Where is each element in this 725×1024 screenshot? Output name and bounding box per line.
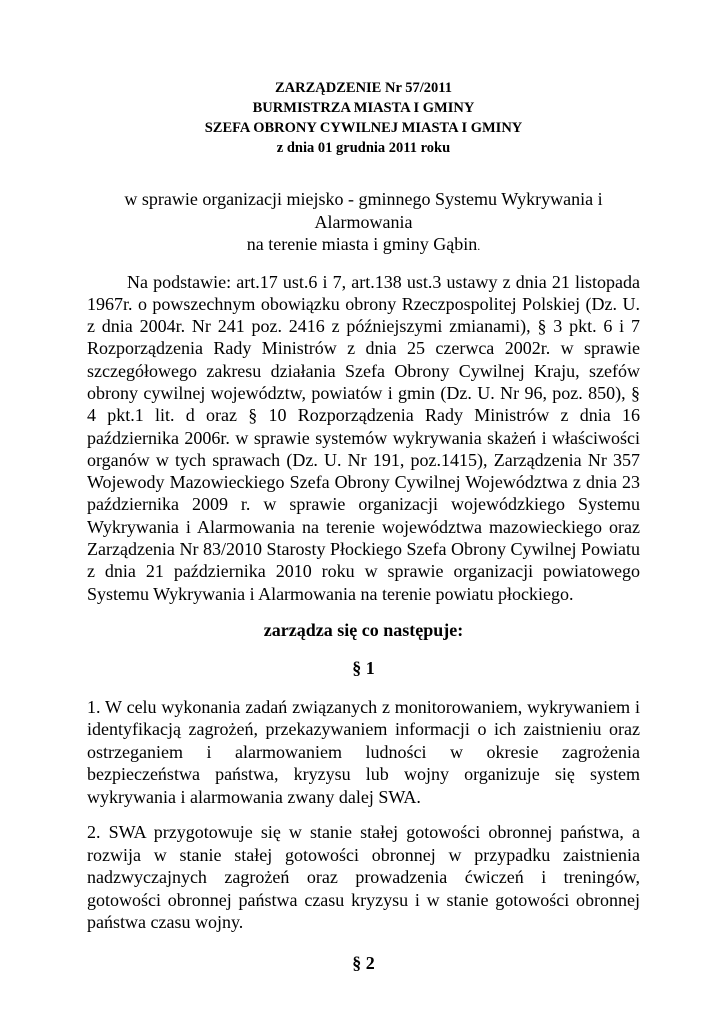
section-1-paragraph-2: 2. SWA przygotowuje się w stanie stałej gotowości obronnej państwa, a rozwija w stanie stałej gotowości obronnej w przypadku zaistnienia nadzwyczajnych zagrożeń oraz prowadzenia ćwiczeń i treningów, gotowości obronnej państwa czasu kryzysu i w stanie gotowości obronnej państwa czasu wojny. [87,822,640,933]
legal-basis-paragraph: Na podstawie: art.17 ust.6 i 7, art.138 ust.3 ustawy z dnia 21 listopada 1967r. o powszechnym obowiązku obrony Rzeczpospolitej Polskiej (Dz. U. z dnia 2004r. Nr 241 poz. 2416 z późniejszymi zmianami), § 3 pkt. 6 i 7 Rozporządzenia Rady Ministrów z dnia 25 czerwca 2002r. w sprawie szczegółowego zakresu działania Szefa Obrony Cywilnej Kraju, szefów obrony cywilnej województw, powiatów i gmin (Dz. U. Nr 96, poz. 850), § 4 pkt.1 lit. d oraz § 10 Rozporządzenia Rady Ministrów z dnia 16 października 2006r. w sprawie systemów wykrywania skażeń i właściwości organów w tych sprawach (Dz. U. Nr 191, poz.1415), Zarządzenia Nr 357 Wojewody Mazowieckiego Szefa Obrony Cywilnej Województwa z dnia 23 października 2009 r. w sprawie organizacji wojewódzkiego Systemu Wykrywania i Alarmowania na terenie województwa mazowieckiego oraz Zarządzenia Nr 83/2010 Starosty Płockiego Szefa Obrony Cywilnej Powiatu z dnia 21 października 2010 roku w sprawie organizacji powiatowego Systemu Wykrywania i Alarmowania na terenie powiatu płockiego. [87,271,640,604]
section-2-title: § 2 [352,952,375,973]
orders-heading: zarządza się co następuje: [263,619,464,640]
section-1-title: § 1 [352,657,375,678]
issuer-role: SZEFA OBRONY CYWILNEJ MIASTA I GMINY [204,120,523,136]
order-date: z dnia 01 grudnia 2011 roku [276,140,451,156]
document-header [87,78,640,158]
issuer-title: BURMISTRZA MIASTA I GMINY [252,100,475,116]
section-1-paragraph-1: 1. W celu wykonania zadań związanych z monitorowaniem, wykrywaniem i identyfikacją zagrożeń, przekazywaniem informacji o ich zaistnieniu oraz ostrzeganiem i alarmowaniem ludności w okresie zagrożenia bezpieczeństwa państwa, kryzysu lub wojny organizuje się system wykrywania i alarmowania zwany dalej SWA. [87,696,640,807]
subject-line-1: w sprawie organizacji miejsko - gminnego Systemu Wykrywania i Alarmowania [124,189,603,232]
subject-line-2-period: . [477,239,481,253]
subject-line-2-text: na terenie miasta i gminy Gąbin [246,234,478,254]
subject-line-2 [87,233,640,258]
order-number: ZARZĄDZENIE Nr 57/2011 [275,80,452,96]
order-subject [87,188,640,258]
document-page [87,78,640,974]
